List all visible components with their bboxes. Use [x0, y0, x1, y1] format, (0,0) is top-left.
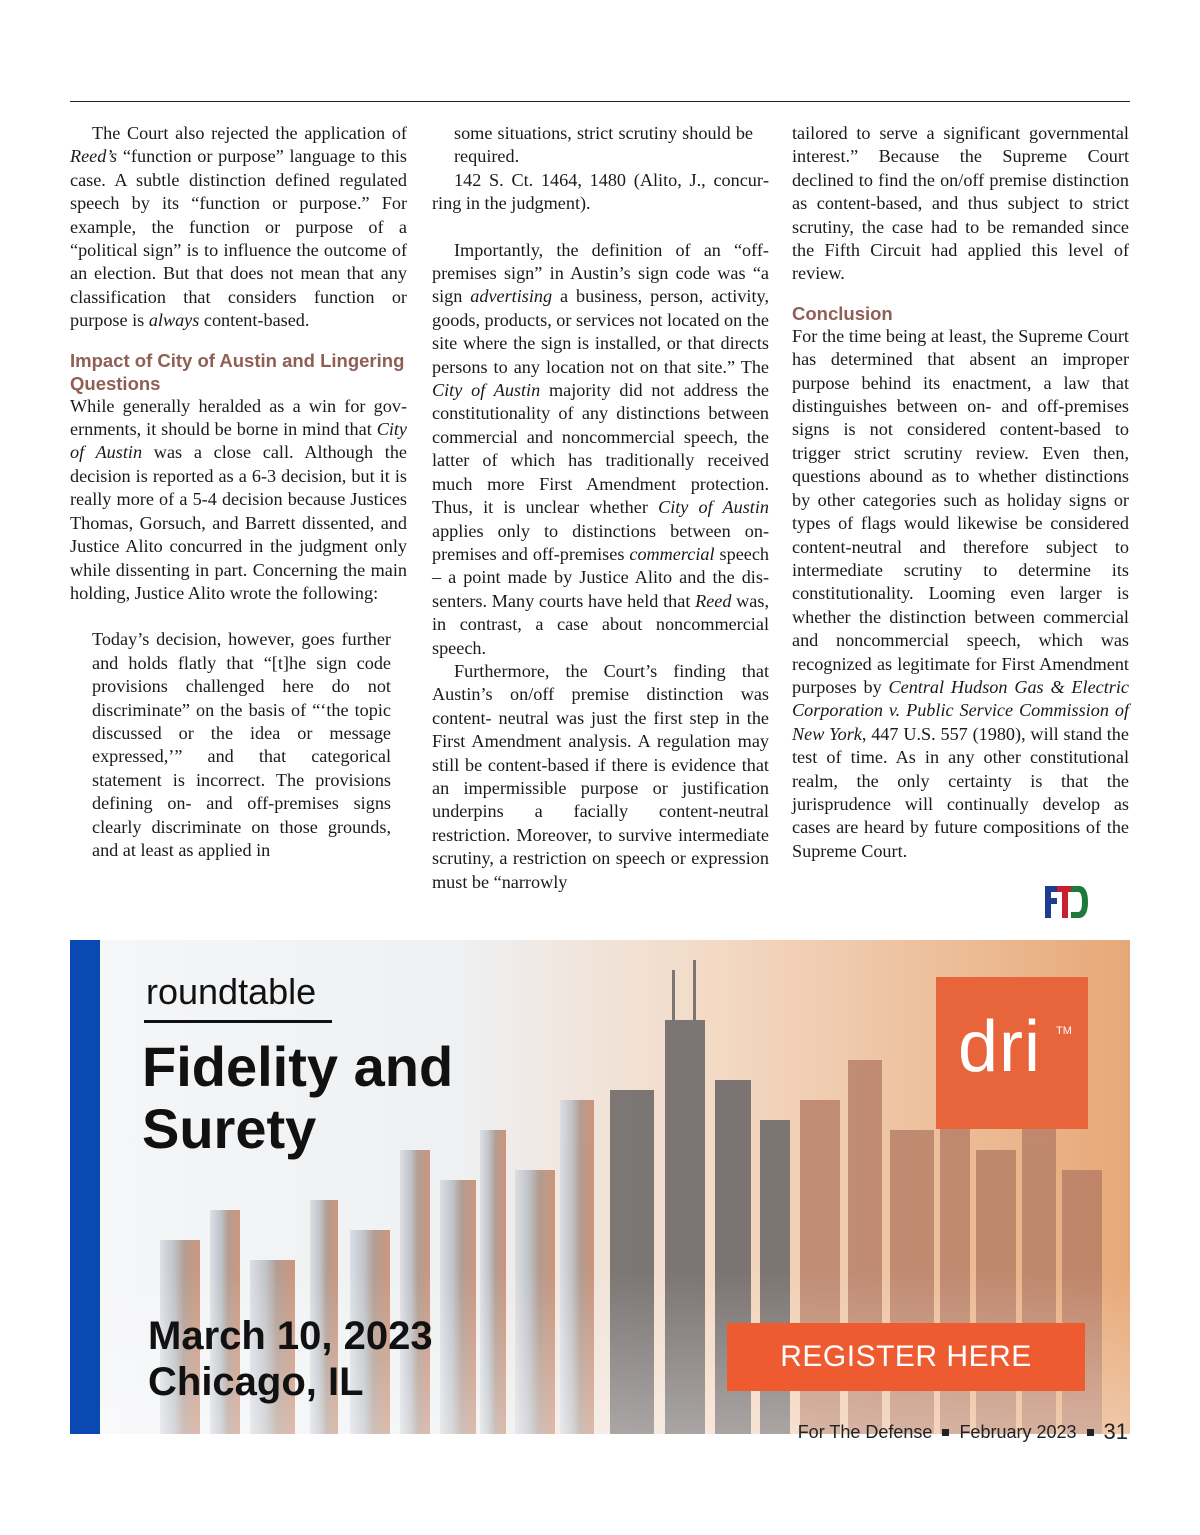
- block-quote: Today’s decision, however, goes further and holds flatly that “[t]he sign code provisions challenged here do not discriminate” on the basis of “‘the topic discussed or the idea or message expressed,’” and that categorical statement is incorrect. The provisions defining on- and off-premises signs clearly discriminate on those grounds, and at least as applied in: [92, 629, 391, 860]
- publication-name: For The Defense: [797, 1421, 933, 1442]
- section-heading-impact: Impact of City of Austin and Lingering Questions: [70, 349, 405, 394]
- page-number: 31: [1103, 1419, 1128, 1444]
- event-date: March 10, 2023: [148, 1314, 433, 1358]
- ad-title: [142, 1036, 522, 1160]
- ftd-logo-icon: [1043, 884, 1089, 920]
- ad-title-line: Fidelity and: [142, 1035, 454, 1098]
- separator-square-icon: [942, 1429, 949, 1436]
- block-quote-continued: some situations, strict scrutiny should be required.: [454, 123, 753, 167]
- article-column-1: [70, 122, 407, 862]
- issue-date: February 2023: [959, 1421, 1077, 1442]
- paragraph: Importantly, the definition of an “off-premises sign” in Austin’s sign code was “a sign advertising a business, person, activity, goods, products, or services not located on the site where the sign is installed, or that directs persons to any location not on that site.” The City of Austin majority did not address the constitutionality of any distinctions between commercial and noncommercial speech, the latter of which has traditionally received much more First Amendment protection. Thus, it is unclear whether City of Austin applies only to distinctions between on- premises and off-premises commercial speech – a point made by Justice Alito and the dissenters. Many courts have held that Reed was, in contrast, a case about noncommercial speech.: [432, 239, 770, 658]
- page-footer: [798, 1418, 1128, 1446]
- paragraph: tailored to serve a significant governmental interest.” Because the Supreme Court declined to find the on/off premise distinction as content-based, and thus subject to strict scrutiny, the case had to be remanded since the Fifth Circuit had applied this level of review.: [792, 123, 1129, 284]
- dri-logo: [936, 977, 1088, 1129]
- dri-logo-text: dri: [958, 1007, 1042, 1087]
- paragraph: While generally heralded as a win for governments, it should be borne in mind that City of Austin was a close call. Although the decision is reported as a 6-3 decision, but it is really more of a 5-4 decision because Justices Thomas, Gorsuch, and Barrett dissented, and Justice Alito concurred in the judgment only while dissenting in part. Concerning the main holding, Justice Alito wrote the following:: [70, 395, 407, 603]
- article-column-2: [432, 122, 769, 894]
- ad-accent-bar: [70, 940, 100, 1434]
- ad-subtitle-underline: [144, 1020, 332, 1023]
- header-rule: [70, 101, 1130, 102]
- paragraph: The Court also rejected the application of Reed’s “function or purpose” language to this case. A subtle distinction defined regulated speech by its “function or purpose.” For example, the function or purpose of a “political sign” is to influence the outcome of an election. But that does not mean that any classification that considers function or purpose is always content-based.: [70, 123, 407, 331]
- section-heading-conclusion: Conclusion: [792, 302, 893, 324]
- paragraph: For the time being at least, the Supreme Court has determined that absent an improper purpose behind its enactment, a law that distinguishes between on- and off-premises signs is not considered content-based to trigger strict scrutiny review. Even then, questions abound as to whether distinctions by other categories such as holiday signs or types of flags would likewise be considered content-neutral and therefore subject to intermediate scrutiny to determine its constitutionality. Looming even larger is whether the distinction between commercial and noncommercial speech, which was recognized as legitimate for First Amendment purposes by Central Hudson Gas & Electric Corporation v. Public Service Commission of New York, 447 U.S. 557 (1980), will stand the test of time. As in any other constitutional realm, the only certainty is that the jurisprudence will continually develop as cases are heard by future compositions of the Supreme Court.: [792, 325, 1129, 861]
- register-here-button[interactable]: REGISTER HERE: [727, 1323, 1085, 1391]
- trademark-mark: TM: [1056, 1025, 1072, 1037]
- ad-subtitle: roundtable: [146, 971, 317, 1012]
- separator-square-icon: [1087, 1429, 1094, 1436]
- citation: 142 S. Ct. 1464, 1480 (Alito, J., concurring in the judgment).: [432, 169, 769, 214]
- ad-title-line: Surety: [142, 1097, 317, 1160]
- event-ad-banner: [70, 940, 1130, 1434]
- paragraph: Furthermore, the Court’s finding that Austin’s on/off premise distinction was content- neutral was just the first step in the First Amendment analysis. A regulation may still be content-based if there is evidence that an impermissible purpose or justification underpins a facially content-neutral restriction. Moreover, to survive intermediate scrutiny, a restriction on speech or expression must be “narrowly: [432, 660, 769, 892]
- article-column-3: [792, 122, 1129, 863]
- event-location: Chicago, IL: [148, 1360, 364, 1404]
